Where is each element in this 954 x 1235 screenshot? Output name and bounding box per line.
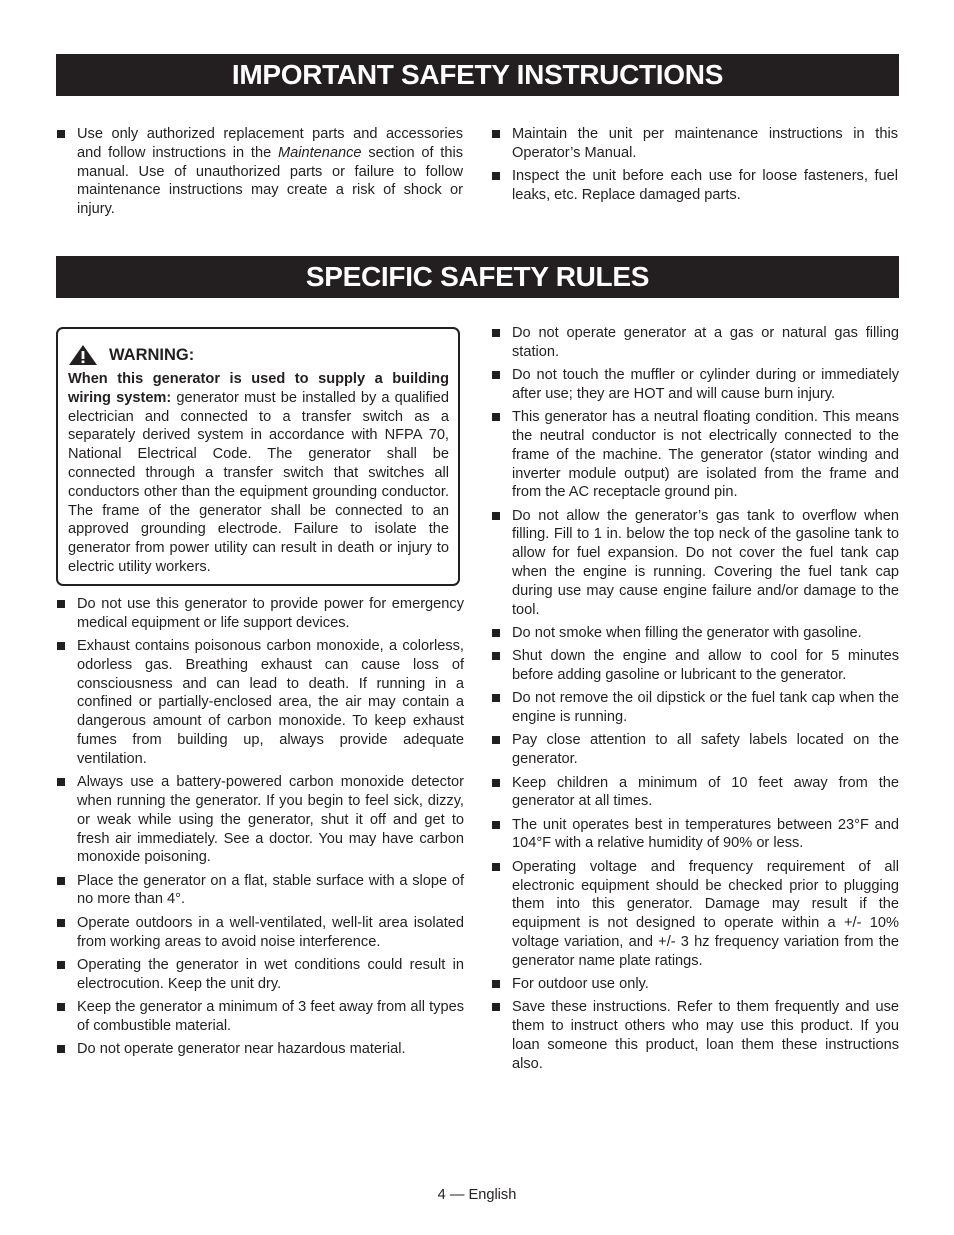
- list-item: Do not use this generator to provide power for emergency medical equipment or life support devices.: [56, 595, 464, 633]
- list-item: Always use a battery-powered carbon monoxide detector when running the generator. If you begin to feel sick, dizzy, or weak while using the generator, shut it off and get to fresh air immediately. See a doctor. You may have carbon monoxide poisoning.: [56, 773, 464, 867]
- specific-left-column: [56, 595, 464, 1063]
- warning-text: When this generator is used to supply a building wiring system: generator must be installed by a qualified electrician and connected to a transfer switch as a separately derived system in accordance with NFPA 70, National Electrical Code. The generator shall be connected through a transfer switch that switches all conductors other than the equipment grounding conductor. The frame of the generator shall be connected to an approved grounding electrode. Failure to isolate the generator from power utility can result in death or injury to electric utility workers.: [68, 371, 450, 575]
- list-item: Shut down the engine and allow to cool for 5 minutes before adding gasoline or lubricant to the generator.: [491, 647, 899, 685]
- list-item: For outdoor use only.: [491, 975, 899, 994]
- list-item: Inspect the unit before each use for loose fasteners, fuel leaks, etc. Replace damaged parts.: [491, 167, 898, 205]
- list-item: Operating voltage and frequency requirement of all electronic equipment should be checked prior to plugging them into this generator. Damage may result if the equipment is not designed to operate within a +/- 10% voltage variation, and +/- 3 hz frequency variation from the generator name plate ratings.: [491, 858, 899, 971]
- list-item: Operate outdoors in a well-ventilated, well-lit area isolated from working areas to avoid noise interference.: [56, 914, 464, 952]
- list-item: Do not operate generator at a gas or natural gas filling station.: [491, 324, 899, 362]
- warning-triangle-icon: [68, 344, 98, 366]
- important-safety-banner: IMPORTANT SAFETY INSTRUCTIONS: [56, 54, 899, 96]
- warning-header: [68, 343, 449, 367]
- list-item: Keep children a minimum of 10 feet away from the generator at all times.: [491, 774, 899, 812]
- specific-safety-banner: SPECIFIC SAFETY RULES: [56, 256, 899, 298]
- list-item: The unit operates best in temperatures between 23°F and 104°F with a relative humidity of 90% or less.: [491, 816, 899, 854]
- list-item: Do not remove the oil dipstick or the fuel tank cap when the engine is running.: [491, 689, 899, 727]
- list-item: Save these instructions. Refer to them frequently and use them to instruct others who may use this product. If you loan someone this product, loan them these instructions also.: [491, 998, 899, 1073]
- list-item: Maintain the unit per maintenance instructions in this Operator’s Manual.: [491, 125, 898, 163]
- specific-right-column: [491, 324, 899, 1078]
- list-item: Pay close attention to all safety labels located on the generator.: [491, 731, 899, 769]
- list-item: Keep the generator a minimum of 3 feet away from all types of combustible material.: [56, 998, 464, 1036]
- list-item: Do not operate generator near hazardous material.: [56, 1040, 464, 1059]
- important-right-column: [491, 125, 898, 209]
- list-item: Exhaust contains poisonous carbon monoxide, a colorless, odorless gas. Breathing exhaust can cause loss of consciousness and can lead to death. If running in a confined or partially-enclosed area, the air may contain a dangerous amount of carbon monoxide. To keep exhaust fumes from building up, always provide adequate ventilation.: [56, 637, 464, 769]
- list-item: Do not smoke when filling the generator with gasoline.: [491, 624, 899, 643]
- list-item: Do not touch the muffler or cylinder during or immediately after use; they are HOT and will cause burn injury.: [491, 366, 899, 404]
- warning-title: WARNING:: [109, 345, 195, 364]
- page-footer: 4 — English: [437, 1187, 517, 1203]
- list-item: Do not allow the generator’s gas tank to overflow when filling. Fill to 1 in. below the top neck of the gasoline tank to allow for fuel expansion. Do not cover the fuel tank cap when the engine is running. Covering the fuel tank cap during use may cause engine failure and/or damage to the tool.: [491, 507, 899, 620]
- list-item: Operating the generator in wet conditions could result in electrocution. Keep the unit dry.: [56, 956, 464, 994]
- list-item: Use only authorized replacement parts and accessories and follow instructions in the Maintenance section of this manual. Use of unauthorized parts or failure to follow maintenance instructions may create a risk of shock or injury.: [56, 125, 463, 219]
- list-item: This generator has a neutral floating condition. This means the neutral conductor is not electrically connected to the frame of the machine. The generator (stator winding and inverter module output) are isolated from the frame and from the AC receptacle ground pin.: [491, 408, 899, 502]
- important-left-column: [56, 125, 463, 223]
- list-item: Place the generator on a flat, stable surface with a slope of no more than 4°.: [56, 872, 464, 910]
- warning-box: [56, 327, 460, 586]
